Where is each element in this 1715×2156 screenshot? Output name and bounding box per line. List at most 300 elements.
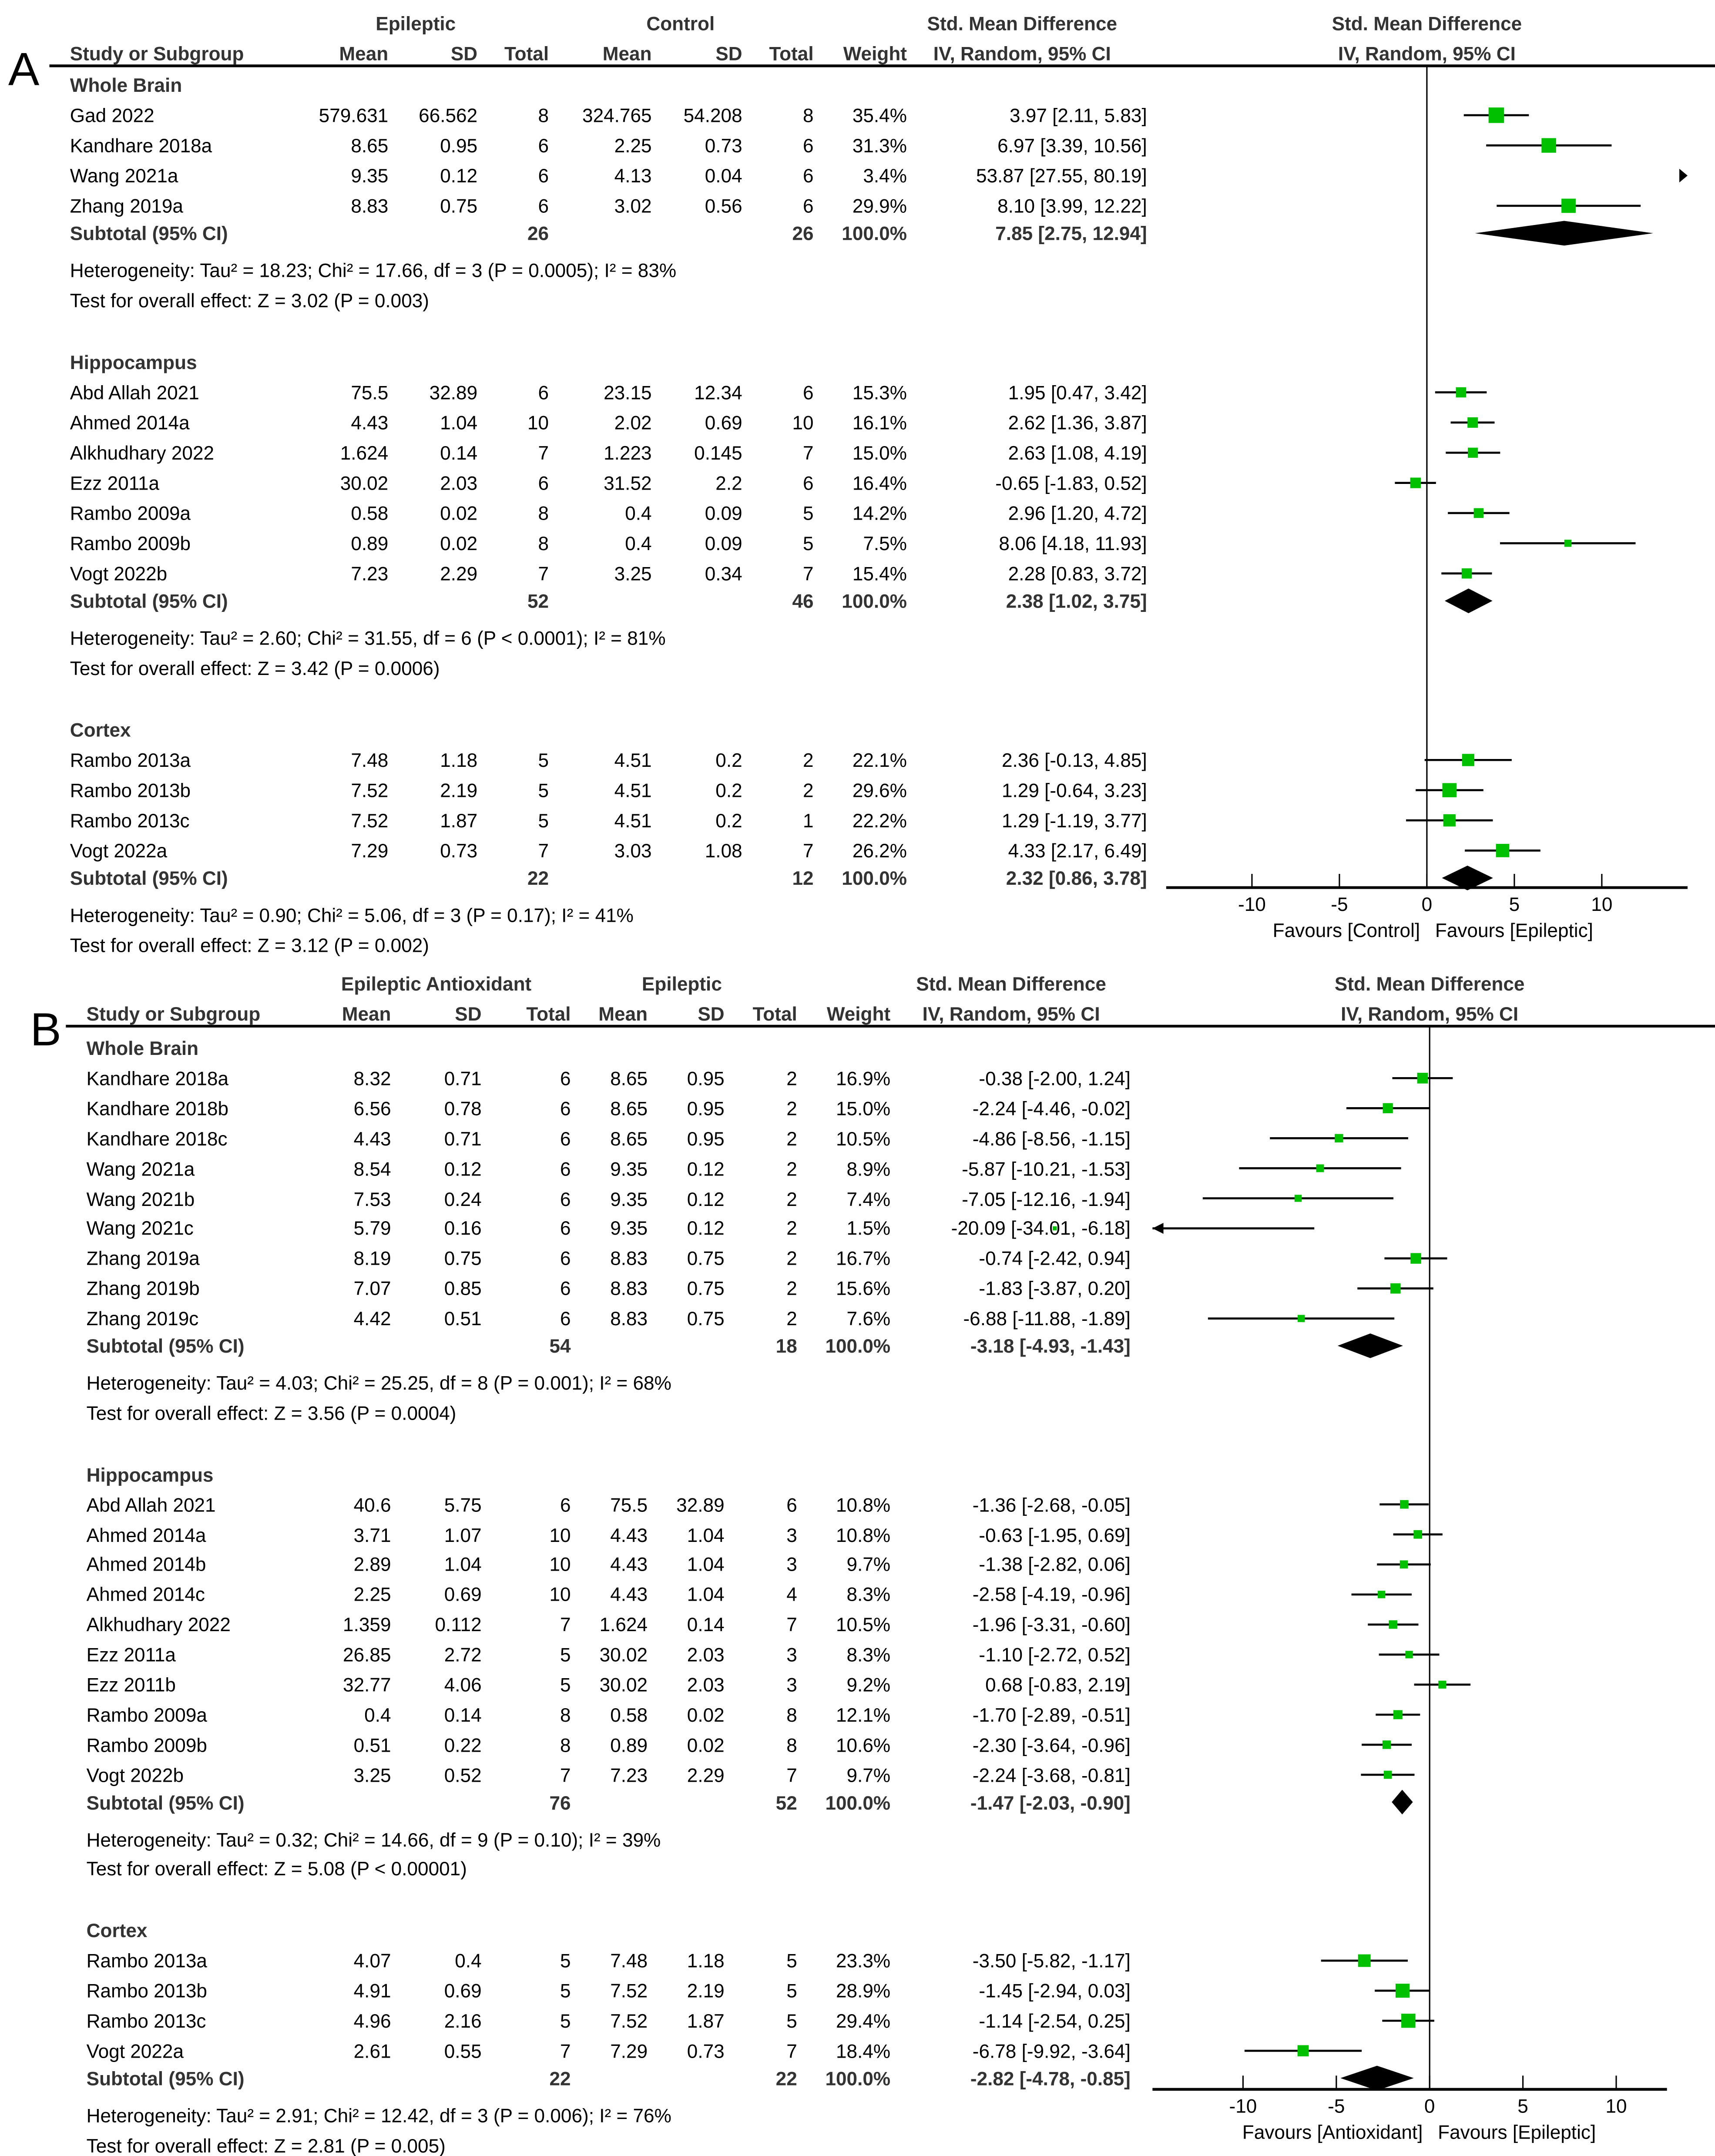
total-experimental: 7 (560, 1763, 571, 1786)
mean-experimental: 579.631 (319, 104, 389, 127)
mean-experimental: 32.77 (343, 1673, 391, 1696)
heterogeneity-stats: Heterogeneity: Tau² = 0.32; Chi² = 14.66, df = 9 (P = 0.10); I² = 39% (86, 1828, 661, 1850)
smd-header: Std. Mean Difference (916, 972, 1106, 995)
total-experimental: 6 (560, 1493, 571, 1515)
favours-right-label: Favours [Epileptic] (1438, 2121, 1596, 2143)
effect-square (1468, 448, 1478, 458)
total-control: 8 (786, 1703, 797, 1726)
effect-square (1298, 1315, 1305, 1322)
col-header-weight: Weight (843, 42, 907, 65)
subgroup-title: Cortex (86, 1919, 148, 1942)
weight: 16.7% (836, 1247, 891, 1269)
total-control: 8 (786, 1733, 797, 1756)
col-header-ci: IV, Random, 95% CI (933, 42, 1111, 65)
weight: 10.5% (836, 1613, 891, 1636)
total-control: 2 (786, 1217, 797, 1239)
study-name: Wang 2021b (86, 1187, 195, 1209)
mean-control: 23.15 (604, 381, 652, 403)
mean-control: 7.52 (610, 1979, 648, 2002)
x-tick-label: 0 (1424, 2095, 1435, 2117)
plot-header-ci: IV, Random, 95% CI (1341, 1003, 1519, 1025)
total-experimental: 5 (560, 1979, 571, 2002)
mean-experimental: 8.83 (351, 195, 389, 217)
sd-control: 0.09 (705, 502, 742, 524)
subtotal-total-control: 46 (792, 590, 814, 612)
weight: 22.1% (852, 749, 907, 771)
total-experimental: 7 (538, 442, 549, 464)
x-tick-label: -5 (1331, 893, 1348, 915)
effect-square (1295, 1195, 1302, 1202)
weight: 15.0% (836, 1097, 891, 1119)
mean-control: 2.25 (614, 134, 652, 157)
sd-control: 2.03 (687, 1673, 725, 1696)
sd-experimental: 0.71 (444, 1067, 482, 1089)
sd-control: 0.09 (705, 532, 742, 554)
effect-square (1378, 1591, 1385, 1598)
mean-control: 75.5 (610, 1493, 648, 1515)
smd-ci: -2.24 [-3.68, -0.81] (972, 1763, 1131, 1786)
study-name: Zhang 2019a (86, 1247, 200, 1269)
mean-control: 0.4 (625, 502, 652, 524)
mean-control: 4.43 (610, 1583, 648, 1606)
sd-control: 1.04 (687, 1523, 725, 1545)
total-experimental: 7 (560, 1613, 571, 1636)
weight: 7.4% (846, 1187, 891, 1209)
subtotal-total-experimental: 52 (527, 590, 549, 612)
effect-square (1413, 1530, 1422, 1539)
sd-control: 0.75 (687, 1247, 725, 1269)
heterogeneity-stats: Heterogeneity: Tau² = 4.03; Chi² = 25.25, df = 8 (P = 0.001); I² = 68% (86, 1371, 671, 1394)
sd-experimental: 0.85 (444, 1277, 482, 1300)
weight: 22.2% (852, 809, 907, 832)
sd-control: 0.145 (694, 442, 742, 464)
col-header-sd1: SD (450, 42, 478, 65)
overall-effect-test: Test for overall effect: Z = 3.42 (P = 0.0006) (70, 657, 440, 679)
subtotal-label: Subtotal (95% CI) (70, 590, 228, 612)
smd-ci: -1.45 [-2.94, 0.03] (979, 1979, 1131, 2002)
smd-ci: -1.14 [-2.54, 0.25] (979, 2009, 1131, 2032)
mean-control: 1.624 (599, 1613, 648, 1636)
effect-square (1405, 1651, 1413, 1658)
sd-experimental: 0.95 (440, 134, 478, 157)
effect-square (1393, 1710, 1403, 1719)
weight: 15.3% (852, 381, 907, 403)
favours-left-label: Favours [Antioxidant] (1242, 2121, 1423, 2143)
total-experimental: 5 (560, 1949, 571, 1972)
study-name: Rambo 2013a (86, 1949, 207, 1972)
weight: 14.2% (852, 502, 907, 524)
effect-square (1400, 1500, 1409, 1509)
sd-experimental: 5.75 (444, 1493, 482, 1515)
effect-square (1474, 508, 1484, 518)
subtotal-ci: -2.82 [-4.78, -0.85] (970, 2067, 1131, 2089)
smd-ci: -0.63 [-1.95, 0.69] (979, 1523, 1131, 1545)
total-experimental: 6 (560, 1187, 571, 1209)
subtotal-label: Subtotal (95% CI) (70, 867, 228, 889)
sd-experimental: 0.69 (444, 1979, 482, 2002)
sd-control: 2.29 (687, 1763, 725, 1786)
mean-experimental: 7.48 (351, 749, 389, 771)
col-header-sd2: SD (698, 1003, 725, 1025)
total-experimental: 6 (560, 1127, 571, 1149)
total-experimental: 5 (538, 749, 549, 771)
study-name: Ahmed 2014b (86, 1553, 206, 1575)
subtotal-total-experimental: 22 (527, 867, 549, 889)
weight: 10.5% (836, 1127, 891, 1149)
overall-effect-test: Test for overall effect: Z = 3.02 (P = 0.003) (70, 289, 429, 312)
sd-control: 1.04 (687, 1583, 725, 1606)
mean-experimental: 4.43 (351, 411, 389, 434)
smd-ci: -5.87 [-10.21, -1.53] (962, 1157, 1131, 1179)
total-control: 7 (803, 442, 814, 464)
total-experimental: 6 (560, 1157, 571, 1179)
mean-control: 4.51 (614, 779, 652, 801)
total-control: 2 (786, 1187, 797, 1209)
study-name: Ezz 2011a (86, 1643, 176, 1666)
mean-experimental: 0.51 (353, 1733, 391, 1756)
total-experimental: 6 (560, 1307, 571, 1330)
total-control: 6 (786, 1493, 797, 1515)
sd-experimental: 0.24 (444, 1187, 482, 1209)
study-name: Rambo 2009a (70, 502, 191, 524)
sd-experimental: 0.73 (440, 840, 478, 862)
subgroup-title: Cortex (70, 719, 131, 741)
smd-ci: 2.28 [0.83, 3.72] (1008, 562, 1147, 584)
smd-ci: -1.38 [-2.82, 0.06] (979, 1553, 1131, 1575)
mean-control: 31.52 (604, 472, 652, 494)
col-header-study: Study or Subgroup (86, 1003, 261, 1025)
weight: 16.9% (836, 1067, 891, 1089)
total-experimental: 7 (538, 562, 549, 584)
total-control: 5 (786, 1979, 797, 2002)
mean-experimental: 0.89 (351, 532, 389, 554)
off-scale-arrow-icon (1679, 169, 1688, 183)
sd-control: 2.2 (715, 472, 742, 494)
smd-ci: -7.05 [-12.16, -1.94] (962, 1187, 1131, 1209)
effect-square (1400, 1560, 1408, 1568)
mean-control: 7.23 (610, 1763, 648, 1786)
mean-experimental: 75.5 (351, 381, 389, 403)
total-experimental: 6 (538, 472, 549, 494)
weight: 15.6% (836, 1277, 891, 1300)
total-experimental: 5 (560, 2009, 571, 2032)
sd-control: 0.95 (687, 1097, 725, 1119)
sd-control: 0.75 (687, 1277, 725, 1300)
weight: 1.5% (846, 1217, 891, 1239)
x-tick-label: 10 (1605, 2095, 1627, 2117)
smd-ci: -1.83 [-3.87, 0.20] (979, 1277, 1131, 1300)
panel-label: A (8, 44, 40, 96)
weight: 8.3% (846, 1643, 891, 1666)
study-name: Kandhare 2018a (86, 1067, 229, 1089)
study-name: Vogt 2022a (70, 840, 168, 862)
total-control: 3 (786, 1523, 797, 1545)
total-control: 6 (803, 472, 814, 494)
mean-experimental: 7.29 (351, 840, 389, 862)
sd-control: 0.2 (715, 779, 742, 801)
mean-experimental: 8.65 (351, 134, 389, 157)
x-tick-label: -10 (1238, 893, 1266, 915)
smd-ci: -4.86 [-8.56, -1.15] (972, 1127, 1131, 1149)
sd-experimental: 0.16 (444, 1217, 482, 1239)
effect-square (1390, 1283, 1401, 1294)
subgroup-title: Whole Brain (70, 74, 182, 96)
sd-experimental: 0.52 (444, 1763, 482, 1786)
group-header-control: Control (646, 12, 715, 34)
weight: 10.6% (836, 1733, 891, 1756)
weight: 15.4% (852, 562, 907, 584)
study-name: Kandhare 2018a (70, 134, 212, 157)
x-tick-label: 5 (1517, 2095, 1528, 2117)
sd-control: 0.95 (687, 1127, 725, 1149)
total-control: 6 (803, 165, 814, 187)
smd-ci: 2.63 [1.08, 4.19] (1008, 442, 1147, 464)
sd-control: 0.56 (705, 195, 742, 217)
weight: 7.6% (846, 1307, 891, 1330)
effect-square (1438, 1681, 1446, 1689)
sd-experimental: 0.75 (440, 195, 478, 217)
pooled-diamond (1475, 221, 1653, 246)
pooled-diamond (1338, 1333, 1403, 1358)
mean-control: 8.65 (610, 1127, 648, 1149)
smd-ci: -3.50 [-5.82, -1.17] (972, 1949, 1131, 1972)
mean-experimental: 4.07 (353, 1949, 391, 1972)
total-experimental: 5 (538, 809, 549, 832)
subtotal-total-control: 26 (792, 222, 814, 245)
pooled-diamond (1392, 1790, 1413, 1814)
total-control: 3 (786, 1553, 797, 1575)
weight: 8.9% (846, 1157, 891, 1179)
mean-experimental: 26.85 (343, 1643, 391, 1666)
favours-right-label: Favours [Epileptic] (1435, 919, 1593, 941)
mean-experimental: 0.4 (364, 1703, 391, 1726)
overall-effect-test: Test for overall effect: Z = 2.81 (P = 0.005) (86, 2134, 446, 2156)
mean-experimental: 30.02 (340, 472, 389, 494)
sd-experimental: 0.55 (444, 2039, 482, 2062)
sd-experimental: 0.14 (444, 1703, 482, 1726)
mean-experimental: 7.07 (353, 1277, 391, 1300)
sd-control: 0.95 (687, 1067, 725, 1089)
group-header-experimental: Epileptic Antioxidant (341, 972, 532, 995)
smd-ci: -0.74 [-2.42, 0.94] (979, 1247, 1131, 1269)
mean-control: 8.83 (610, 1277, 648, 1300)
weight: 15.0% (852, 442, 907, 464)
smd-ci: 2.36 [-0.13, 4.85] (1001, 749, 1147, 771)
mean-control: 4.43 (610, 1523, 648, 1545)
total-control: 5 (786, 1949, 797, 1972)
sd-control: 1.04 (687, 1553, 725, 1575)
effect-square (1316, 1164, 1324, 1172)
total-experimental: 8 (560, 1733, 571, 1756)
subtotal-label: Subtotal (95% CI) (70, 222, 228, 245)
sd-experimental: 2.16 (444, 2009, 482, 2032)
mean-control: 30.02 (599, 1643, 648, 1666)
subtotal-total-experimental: 22 (549, 2067, 571, 2089)
sd-control: 12.34 (694, 381, 742, 403)
mean-control: 8.65 (610, 1067, 648, 1089)
smd-ci: 53.87 [27.55, 80.19] (976, 165, 1147, 187)
sd-experimental: 0.51 (444, 1307, 482, 1330)
mean-experimental: 8.54 (353, 1157, 391, 1179)
col-header-sd1: SD (455, 1003, 482, 1025)
sd-control: 0.75 (687, 1307, 725, 1330)
effect-square (1467, 417, 1478, 428)
study-name: Rambo 2013c (86, 2009, 206, 2032)
smd-ci: 1.29 [-0.64, 3.23] (1001, 779, 1147, 801)
col-header-ci: IV, Random, 95% CI (922, 1003, 1100, 1025)
sd-experimental: 0.69 (444, 1583, 482, 1606)
smd-ci: -1.70 [-2.89, -0.51] (972, 1703, 1131, 1726)
study-name: Rambo 2009b (70, 532, 191, 554)
sd-control: 0.14 (687, 1613, 725, 1636)
heterogeneity-stats: Heterogeneity: Tau² = 18.23; Chi² = 17.66, df = 3 (P = 0.0005); I² = 83% (70, 259, 677, 282)
total-experimental: 6 (538, 381, 549, 403)
study-name: Vogt 2022a (86, 2039, 184, 2062)
col-header-mean2: Mean (598, 1003, 648, 1025)
mean-control: 9.35 (610, 1187, 648, 1209)
subtotal-weight: 100.0% (842, 222, 907, 245)
mean-control: 7.48 (610, 1949, 648, 1972)
study-name: Abd Allah 2021 (70, 381, 199, 403)
x-tick-label: -5 (1328, 2095, 1345, 2117)
total-control: 3 (786, 1673, 797, 1696)
study-name: Ahmed 2014a (70, 411, 190, 434)
mean-control: 3.25 (614, 562, 652, 584)
effect-square (1442, 783, 1457, 797)
total-control: 5 (803, 502, 814, 524)
weight: 28.9% (836, 1979, 891, 2002)
mean-control: 8.83 (610, 1247, 648, 1269)
effect-square (1496, 844, 1510, 857)
subtotal-label: Subtotal (95% CI) (86, 1791, 245, 1813)
weight: 35.4% (852, 104, 907, 127)
x-tick-label: 5 (1509, 893, 1520, 915)
sd-control: 1.87 (687, 2009, 725, 2032)
effect-square (1489, 107, 1504, 123)
total-control: 7 (803, 840, 814, 862)
weight: 12.1% (836, 1703, 891, 1726)
mean-experimental: 1.624 (340, 442, 389, 464)
total-experimental: 8 (538, 104, 549, 127)
total-control: 2 (786, 1067, 797, 1089)
subtotal-weight: 100.0% (825, 2067, 891, 2089)
mean-control: 0.89 (610, 1733, 648, 1756)
weight: 29.4% (836, 2009, 891, 2032)
effect-square (1564, 540, 1571, 547)
effect-square (1462, 568, 1472, 579)
x-tick-label: -10 (1229, 2095, 1257, 2117)
total-experimental: 5 (560, 1643, 571, 1666)
total-control: 7 (786, 2039, 797, 2062)
sd-experimental: 2.72 (444, 1643, 482, 1666)
study-name: Ahmed 2014a (86, 1523, 206, 1545)
weight: 10.8% (836, 1523, 891, 1545)
mean-experimental: 2.61 (353, 2039, 391, 2062)
total-experimental: 7 (538, 840, 549, 862)
effect-square (1298, 2045, 1309, 2056)
subtotal-ci: 2.38 [1.02, 3.75] (1006, 590, 1147, 612)
weight: 31.3% (852, 134, 907, 157)
sd-control: 2.03 (687, 1643, 725, 1666)
subtotal-total-control: 52 (775, 1791, 797, 1813)
study-name: Zhang 2019b (86, 1277, 200, 1300)
sd-experimental: 2.03 (440, 472, 478, 494)
study-name: Ezz 2011a (70, 472, 160, 494)
smd-ci: -6.78 [-9.92, -3.64] (972, 2039, 1131, 2062)
subtotal-ci: -3.18 [-4.93, -1.43] (970, 1335, 1131, 1357)
study-name: Zhang 2019c (86, 1307, 199, 1330)
effect-square (1335, 1134, 1343, 1142)
study-name: Rambo 2009a (86, 1703, 207, 1726)
weight: 29.9% (852, 195, 907, 217)
sd-experimental: 0.112 (435, 1613, 482, 1636)
heterogeneity-stats: Heterogeneity: Tau² = 2.91; Chi² = 12.42, df = 3 (P = 0.006); I² = 76% (86, 2104, 671, 2126)
mean-experimental: 2.25 (353, 1583, 391, 1606)
study-name: Wang 2021c (86, 1217, 194, 1239)
sd-experimental: 0.02 (440, 502, 478, 524)
effect-square (1443, 814, 1456, 826)
subtotal-weight: 100.0% (825, 1791, 891, 1813)
total-experimental: 6 (560, 1217, 571, 1239)
study-name: Ezz 2011b (86, 1673, 176, 1696)
study-name: Wang 2021a (86, 1157, 195, 1179)
mean-control: 4.51 (614, 809, 652, 832)
sd-control: 0.12 (687, 1187, 725, 1209)
total-control: 8 (803, 104, 814, 127)
mean-control: 4.51 (614, 749, 652, 771)
smd-ci: -2.24 [-4.46, -0.02] (972, 1097, 1131, 1119)
sd-control: 0.69 (705, 411, 742, 434)
total-experimental: 7 (560, 2039, 571, 2062)
study-name: Rambo 2013b (70, 779, 191, 801)
total-control: 10 (792, 411, 814, 434)
sd-experimental: 0.22 (444, 1733, 482, 1756)
study-name: Wang 2021a (70, 165, 178, 187)
mean-control: 9.35 (610, 1157, 648, 1179)
mean-control: 3.02 (614, 195, 652, 217)
group-header-control: Epileptic (641, 972, 722, 995)
smd-ci: -2.58 [-4.19, -0.96] (972, 1583, 1131, 1606)
mean-experimental: 7.52 (351, 809, 389, 832)
x-tick-label: 10 (1591, 893, 1613, 915)
weight: 7.5% (863, 532, 907, 554)
sd-experimental: 0.12 (444, 1157, 482, 1179)
sd-control: 0.73 (705, 134, 742, 157)
weight: 9.7% (846, 1763, 891, 1786)
mean-experimental: 7.23 (351, 562, 389, 584)
smd-ci: 8.10 [3.99, 12.22] (997, 195, 1147, 217)
sd-control: 0.02 (687, 1733, 725, 1756)
subtotal-ci: -1.47 [-2.03, -0.90] (970, 1791, 1131, 1813)
smd-ci: 3.97 [2.11, 5.83] (1009, 104, 1147, 127)
study-name: Alkhudhary 2022 (70, 442, 215, 464)
subgroup-title: Hippocampus (86, 1463, 214, 1485)
smd-ci: 1.95 [0.47, 3.42] (1008, 381, 1147, 403)
total-control: 2 (786, 1097, 797, 1119)
total-experimental: 8 (560, 1703, 571, 1726)
smd-ci: -20.09 [-34.01, -6.18] (951, 1217, 1131, 1239)
total-experimental: 10 (549, 1523, 571, 1545)
total-control: 2 (786, 1277, 797, 1300)
mean-control: 7.29 (610, 2039, 648, 2062)
effect-square (1401, 2014, 1415, 2028)
col-header-sd2: SD (715, 42, 742, 65)
mean-experimental: 3.71 (353, 1523, 391, 1545)
col-header-total1: Total (504, 42, 549, 65)
total-experimental: 10 (549, 1553, 571, 1575)
sd-control: 2.19 (687, 1979, 725, 2002)
effect-square (1358, 1955, 1371, 1967)
